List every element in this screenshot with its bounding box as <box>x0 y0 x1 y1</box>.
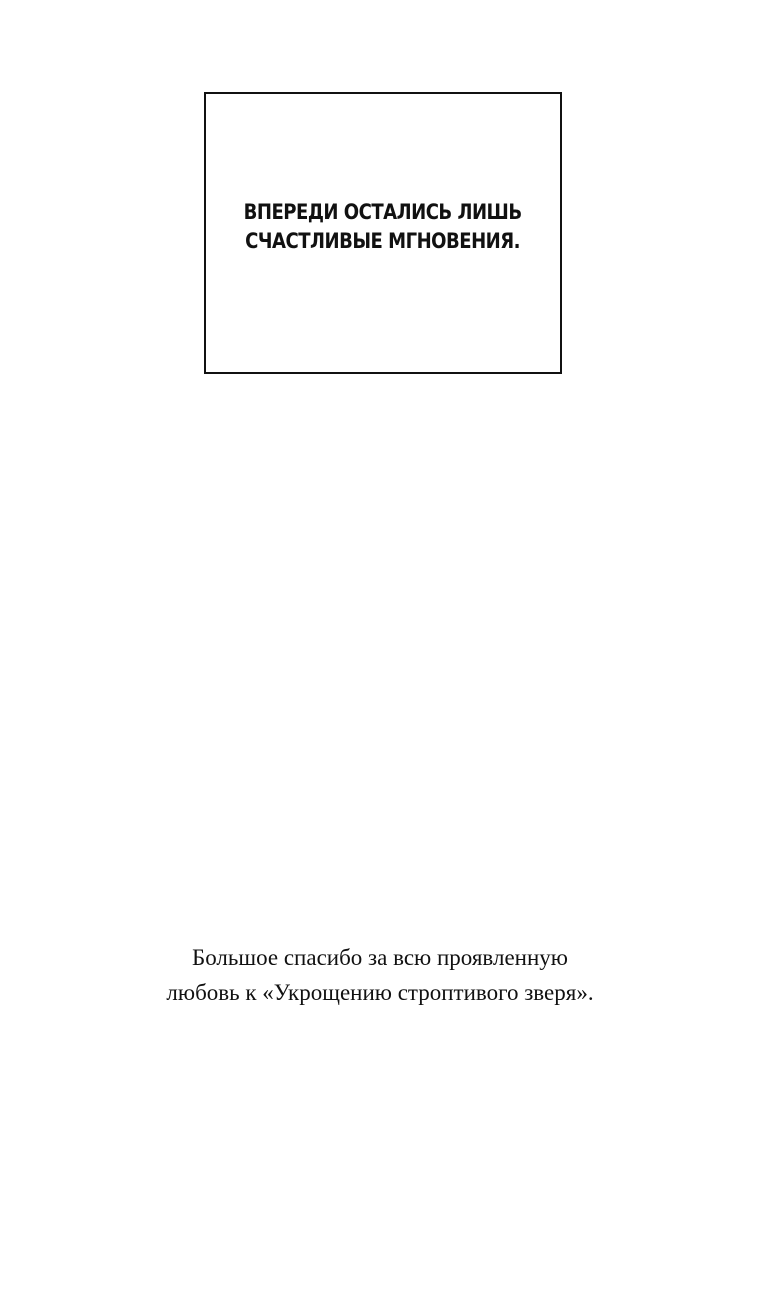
thank-you-line-2: любовь к «Укрощению строптивого зверя». <box>166 980 594 1005</box>
narration-text <box>244 198 522 256</box>
thank-you-line-1: Большое спасибо за всю проявленную <box>192 945 568 970</box>
thank-you-message <box>0 940 760 1010</box>
narration-line-2: СЧАСТЛИВЫЕ МГНОВЕНИЯ. <box>245 229 521 253</box>
narration-line-1: ВПЕРЕДИ ОСТАЛИСЬ ЛИШЬ <box>244 200 522 224</box>
narration-caption-box <box>204 92 562 374</box>
